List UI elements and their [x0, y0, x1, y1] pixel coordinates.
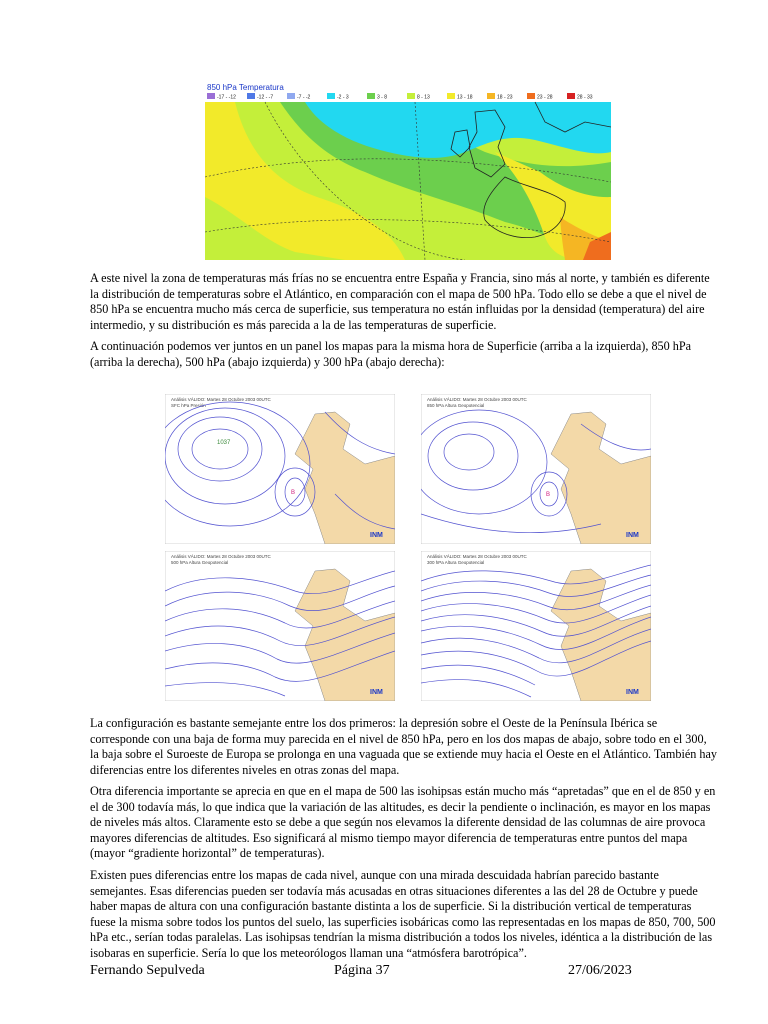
map-850-header: Análisis VÁLIDO: Martes 28 Octubre 2003 00UTC — [427, 397, 527, 402]
map-500-subheader: 500 hPa Altura Geopotencial — [171, 560, 229, 565]
legend-swatch — [287, 93, 295, 99]
legend-label: -2 - 3 — [337, 94, 349, 101]
temperature-850hpa-map — [205, 80, 611, 260]
legend-label: -7 - -2 — [297, 94, 311, 101]
footer-page-number: Página 37 — [334, 963, 390, 978]
legend-swatch — [527, 93, 535, 99]
map-850-logo: INM — [626, 532, 639, 539]
map-500-logo: INM — [370, 689, 383, 696]
svg-text:B: B — [291, 490, 296, 496]
legend-swatch — [367, 93, 375, 99]
legend-swatch — [207, 93, 215, 99]
legend-label: 13 - 18 — [457, 94, 473, 101]
legend-label: 18 - 23 — [497, 94, 513, 101]
legend-swatch — [567, 93, 575, 99]
map-850-subheader: 850 hPa Altura Geopotencial — [427, 403, 485, 408]
300hpa-geopotential-map — [421, 551, 651, 701]
footer-author: Fernando Sepulveda — [90, 963, 205, 978]
legend-label: 8 - 13 — [417, 94, 430, 101]
map-surface-subheader: SFC hPa Presión — [171, 403, 206, 408]
500hpa-geopotential-map — [165, 551, 395, 701]
map-surface-logo: INM — [370, 532, 383, 539]
paragraph-configuration: La configuración es bastante semejante entre los dos primeros: la depresión sobre el Oeste de la Península Ibérica se corresponde con una baja de forma muy parecida en el nivel de 850 hPa, pero en los dos mapas de abajo, sobre todo en el 300, la baja sobre el Suroeste de Europa se prolonga en una vaguada que se extiende muy hacia el Oeste en el Atlántico. También hay diferencias entre los diferentes niveles en otras zonas del mapa. — [90, 716, 718, 777]
footer-date: 27/06/2023 — [568, 963, 632, 978]
legend-swatch — [407, 93, 415, 99]
map-300-subheader: 300 hPa Altura Geopotencial — [427, 560, 485, 565]
temperature-map-title: 850 hPa Temperatura — [207, 83, 284, 92]
legend-label: -17 - -12 — [217, 94, 236, 101]
map-300-logo: INM — [626, 689, 639, 696]
map-500-header: Análisis VÁLIDO: Martes 28 Octubre 2003 00UTC — [171, 554, 271, 559]
legend-label: 3 - 8 — [377, 94, 388, 101]
legend-label: 28 - 33 — [577, 94, 593, 101]
paragraph-850hpa-explanation: A este nivel la zona de temperaturas más frías no se encuentra entre España y Francia, sino más al norte, y también es diferente la distribución de temperaturas sobre el Atlántico, en comparación con el mapa de 500 hPa. Todo ello se debe a que el nivel de 850 hPa se encuentra mucho más cerca de superficie, sus temperatura no están influidas por la densidad (temperatura) del aire intermedio, y su distribución es más parecida a la de las temperaturas de superficie. — [90, 271, 710, 332]
legend-label: -12 - -7 — [257, 94, 274, 101]
paragraph-panel-intro: A continuación podemos ver juntos en un panel los mapas para la misma hora de Superficie (arriba a la izquierda), 850 hPa (arriba la derecha), 500 hPa (abajo izquierda) y 300 hPa (abajo derecha): — [90, 339, 692, 369]
surface-pressure-map — [165, 394, 395, 544]
legend-swatch — [447, 93, 455, 99]
paragraph-isohypses: Otra diferencia importante se aprecia en que en el mapa de 500 las isohipsas están mucho más “apretadas” que en el de 850 y en el de 300 todavía más, lo que indica que la variación de las altitudes, es decir la pendiente o inclinación, es mayor en los mapas de niveles más altos. Claramente esto se debe a que según nos elevamos la diferente densidad de las columnas de aire provoca mayores diferencias de altitudes. Eso significará al mismo tiempo mayor diferencia de temperaturas entre puntos del mapa (mayor “gradiente horizontal” de temperaturas). — [90, 784, 716, 861]
svg-text:B: B — [546, 492, 551, 498]
legend-swatch — [487, 93, 495, 99]
legend-swatch — [247, 93, 255, 99]
850hpa-geopotential-map — [421, 394, 651, 544]
paragraph-barotropic: Existen pues diferencias entre los mapas de cada nivel, aunque con una mirada descuidada habrían parecido bastante semejantes. Esas diferencias pueden ser todavía más acusadas en otras situaciones diferentes a las del 28 de Octubre y puede haber mapas de altura con una configuración bastante distinta a los de superficie. Si la distribución vertical de temperaturas fuese la misma sobre todos los puntos del suelo, las superficies isobáricas como las representadas en los mapas de 850, 700, 500 hPa etc., serían todas paralelas. Las isohipsas tendrían la misma distribución a todos los niveles, idéntica a la distribución de las isobaras en superficie. Sería lo que los meteorólogos llaman una “atmósfera barotrópica”. — [90, 868, 716, 960]
svg-text:1037: 1037 — [217, 440, 231, 446]
map-300-header: Análisis VÁLIDO: Martes 28 Octubre 2003 00UTC — [427, 554, 527, 559]
map-surface-header: Análisis VÁLIDO: Martes 28 Octubre 2003 00UTC — [171, 397, 271, 402]
legend-label: 23 - 28 — [537, 94, 553, 101]
legend-swatch — [327, 93, 335, 99]
